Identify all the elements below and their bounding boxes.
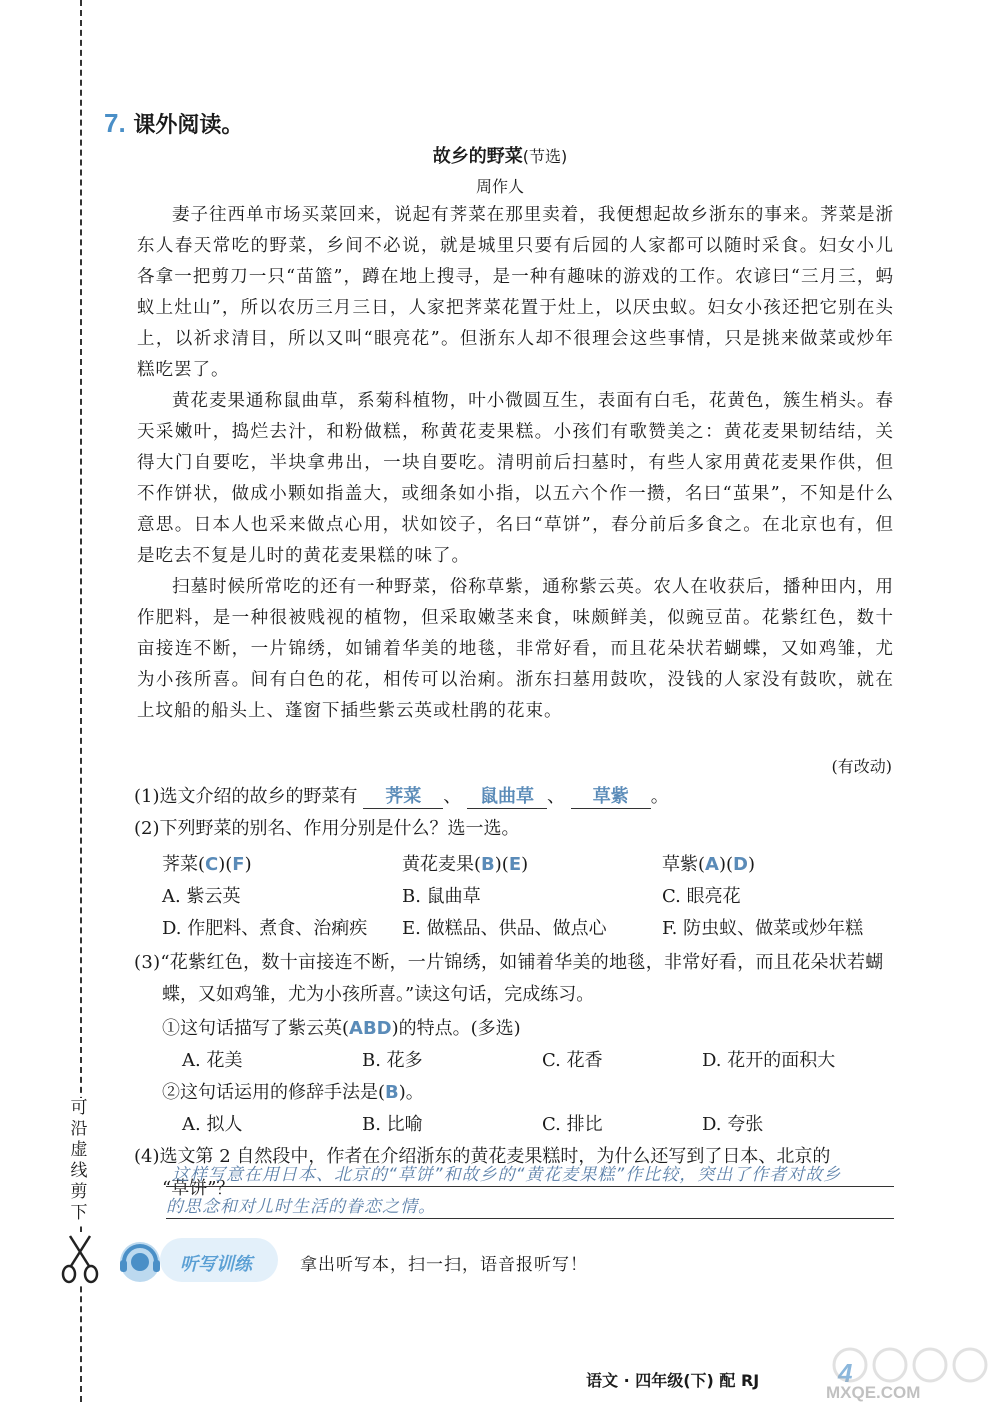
q3-sub1-answer: ABD bbox=[349, 1018, 392, 1039]
q2-item-name: 荠菜 bbox=[162, 854, 198, 875]
q2-item-huanghua: 黄花麦果(B)(E) bbox=[402, 854, 529, 875]
q2-item-name: 草紫 bbox=[662, 854, 698, 875]
scissors-icon bbox=[60, 1232, 100, 1284]
question-number: 7. bbox=[104, 108, 126, 138]
q3-sub2-option-a: A. 拟人 bbox=[182, 1114, 243, 1135]
q2-item-jicai: 荠菜(C)(F) bbox=[162, 854, 252, 875]
q2-answer: F bbox=[232, 854, 245, 875]
q2-item-name: 黄花麦果 bbox=[402, 854, 474, 875]
q2-item-caozi: 草紫(A)(D) bbox=[662, 854, 755, 875]
listening-text: 拿出听写本，扫一扫，语音报听写！ bbox=[300, 1255, 588, 1275]
q3-sub1-option-a: A. 花美 bbox=[182, 1050, 243, 1071]
paragraph: 扫墓时候所常吃的还有一种野菜，俗称草紫，通称紫云英。农人在收获后，播种田内，用作肥料，是一种很被贱视的植物，但采取嫩茎来食，味颇鲜美，似豌豆苗。花紫红色，数十亩接连不断，一片锦绣，如铺着华美的地毯，非常好看，而且花朵状若蝴蝶，又如鸡雏，尤为小孩所喜。间有白色的花，相传可以治痢。浙东扫墓用鼓吹，没钱的人家没有鼓吹，就在上坟船的船头上、蓬窗下插些紫云英或杜鹃的花束。 bbox=[137, 577, 894, 721]
q3-prompt-1: (3)“花紫红色，数十亩接连不断，一片锦绣，如铺着华美的地毯，非常好看，而且花朵状若蝴 bbox=[134, 952, 884, 973]
q4-prompt-1: (4)选文第 2 自然段中，作者在介绍浙东的黄花麦果糕时，为什么还写到了日本、北京的 bbox=[134, 1146, 831, 1167]
q1-answer-2: 鼠曲草 bbox=[467, 782, 547, 809]
q2-answer: E bbox=[508, 854, 522, 875]
page-number: 4 bbox=[838, 1358, 853, 1388]
q3-sub1-prompt: ①这句话描写了紫云英( bbox=[162, 1018, 350, 1039]
q1-prompt: (1)选文介绍的故乡的野菜有 bbox=[134, 786, 358, 807]
q2-option-d: D. 作肥料、煮食、治痢疾 bbox=[162, 918, 368, 939]
q1-line bbox=[134, 782, 669, 809]
article-author: 周作人 bbox=[475, 177, 524, 196]
q3-sub2-option-c: C. 排比 bbox=[542, 1114, 603, 1135]
q1-answer-3: 草紫 bbox=[571, 782, 651, 809]
q3-sub2-option-b: B. 比喻 bbox=[362, 1114, 423, 1135]
q4-prompt-2: “草饼”？ bbox=[162, 1178, 235, 1199]
q3-sub1-option-b: B. 花多 bbox=[362, 1050, 423, 1071]
answer-underline bbox=[166, 1218, 894, 1219]
q4-answer-line-1: 这样写意在用日本、北京的“草饼”和故乡的“黄花麦果糕”作比较，突出了作者对故乡 bbox=[172, 1165, 842, 1185]
q2-option-a: A. 紫云英 bbox=[162, 886, 241, 907]
separator: 、 bbox=[546, 786, 565, 807]
q3-sub2-prompt: ②这句话运用的修辞手法是( bbox=[162, 1082, 386, 1103]
article-title-text: 故乡的野菜 bbox=[432, 146, 523, 167]
source-note: (有改动) bbox=[831, 757, 892, 776]
q2-prompt: (2)下列野菜的别名、作用分别是什么？选一选。 bbox=[134, 818, 520, 839]
cut-instruction bbox=[64, 1098, 94, 1224]
listening-label: 听写训练 bbox=[180, 1254, 252, 1275]
separator: 、 bbox=[443, 786, 462, 807]
q2-option-c: C. 眼亮花 bbox=[662, 886, 741, 907]
paragraph: 妻子往西单市场买菜回来，说起有荠菜在那里卖着，我便想起故乡浙东的事来。荠菜是浙东人春天常吃的野菜，乡间不必说，就是城里只要有后园的人家都可以随时采食。妇女小儿各拿一把剪刀一只“苗篮”，蹲在地上搜寻，是一种有趣味的游戏的工作。农谚曰“三月三，蚂蚁上灶山”，所以农历三月三日，人家把荠菜花置于灶上，以厌虫蚁。妇女小孩还把它别在头上，以祈求清目，所以又叫“眼亮花”。但浙东人却不很理会这些事情，只是挑来做菜或炒年糕吃罢了。 bbox=[137, 205, 894, 380]
answer-underline bbox=[166, 1186, 894, 1187]
q2-option-f: F. 防虫蚁、做菜或炒年糕 bbox=[662, 918, 864, 939]
q2-answer: A bbox=[705, 854, 719, 875]
q3-sub2 bbox=[162, 1078, 424, 1104]
q3-sub2-suffix: )。 bbox=[398, 1082, 424, 1103]
q3-sub1-suffix: )的特点。(多选) bbox=[391, 1018, 521, 1039]
q3-sub2-option-d: D. 夸张 bbox=[702, 1114, 764, 1135]
q1-answer-1: 荠菜 bbox=[363, 782, 443, 809]
cut-char: 下 bbox=[70, 1203, 88, 1223]
q2-answer: D bbox=[733, 854, 748, 875]
cut-char: 剪 bbox=[70, 1182, 88, 1202]
q3-sub2-answer: B bbox=[385, 1082, 399, 1103]
q3-sub1 bbox=[162, 1014, 521, 1040]
cut-char: 沿 bbox=[70, 1119, 88, 1139]
question-title: 课外阅读。 bbox=[133, 113, 244, 138]
q2-option-b: B. 鼠曲草 bbox=[402, 886, 481, 907]
period: 。 bbox=[650, 786, 669, 807]
article-title-note: (节选) bbox=[522, 147, 568, 166]
footer-subject: 语文 · 四年级(下) 配 RJ bbox=[586, 1371, 760, 1390]
q3-sub1-option-d: D. 花开的面积大 bbox=[702, 1050, 836, 1071]
q3-prompt-2: 蝶，又如鸡雏，尤为小孩所喜。”读这句话，完成练习。 bbox=[162, 984, 595, 1005]
cut-char: 线 bbox=[70, 1161, 88, 1181]
article-title bbox=[0, 142, 1000, 168]
q4-answer-line-2: 的思念和对儿时生活的眷恋之情。 bbox=[166, 1197, 436, 1217]
q2-option-e: E. 做糕品、供品、做点心 bbox=[402, 918, 607, 939]
watermark-text: MXQE.COM bbox=[826, 1383, 921, 1402]
cut-char: 可 bbox=[70, 1098, 88, 1118]
cut-char: 虚 bbox=[70, 1140, 88, 1160]
paragraph: 黄花麦果通称鼠曲草，系菊科植物，叶小微圆互生，表面有白毛，花黄色，簇生梢头。春天采嫩叶，捣烂去汁，和粉做糕，称黄花麦果糕。小孩们有歌赞美之：黄花麦果韧结结，关得大门自要吃，半块拿弗出，一块自要吃。清明前后扫墓时，有些人家用黄花麦果作供，但不作饼状，做成小颗如指盖大，或细条如小指，以五六个作一攒，名曰“茧果”，不知是什么意思。日本人也采来做点心用，状如饺子，名曰“草饼”，春分前后多食之。在北京也有，但是吃去不复是儿时的黄花麦果糕的味了。 bbox=[137, 391, 894, 566]
q3-sub1-option-c: C. 花香 bbox=[542, 1050, 603, 1071]
question-heading bbox=[104, 108, 243, 139]
q2-answer: C bbox=[205, 854, 219, 875]
q2-answer: B bbox=[481, 854, 495, 875]
article-body bbox=[137, 200, 894, 727]
